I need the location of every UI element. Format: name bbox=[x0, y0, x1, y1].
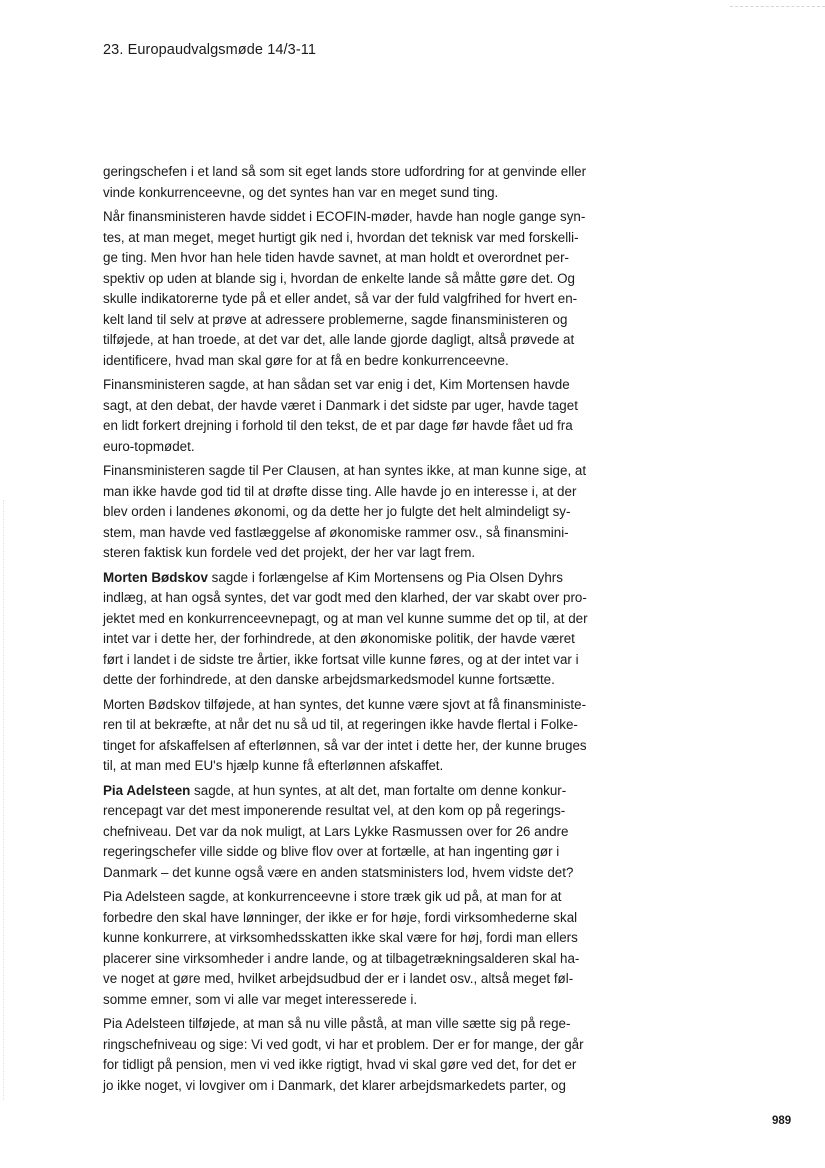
text-line: spektiv op uden at blande sig i, hvordan de enkelte lande så måtte gøre det. Og bbox=[103, 270, 575, 286]
text-line bbox=[103, 568, 589, 589]
paragraph bbox=[103, 781, 589, 884]
text-line: sagt, at den debat, der havde været i Danmark i det sidste par uger, havde taget bbox=[103, 397, 578, 413]
text-line: for tidligt på pension, men vi ved ikke rigtigt, hvad vi skal gøre ved det, for det er bbox=[103, 1057, 577, 1072]
body-text bbox=[103, 162, 589, 1100]
text-line: identificere, hvad man skal gøre for at få en bedre konkurrenceevne. bbox=[103, 352, 509, 368]
text-line: dette der forhindrede, at den danske arbejdsmarkedsmodel kunne fortsætte. bbox=[103, 672, 555, 687]
paragraph bbox=[103, 887, 589, 1010]
text-line: til, at man med EU's hjælp kunne få efterlønnen afskaffet. bbox=[103, 758, 444, 773]
text-line: ren til at bekræfte, at når det nu så ud til, at regeringen ikke havde flertal i Folke- bbox=[103, 717, 578, 732]
paragraph bbox=[103, 375, 589, 457]
text-line: kunne konkurrere, at virksomhedsskatten ikke skal være for høj, fordi man ellers bbox=[103, 930, 578, 945]
text-line: somme emner, som vi alle var meget interesserede i. bbox=[103, 991, 418, 1007]
scan-edge-mark bbox=[3, 500, 4, 1100]
paragraph bbox=[103, 162, 589, 203]
paragraph bbox=[103, 207, 589, 371]
text-line: blev orden i landenes økonomi, og da dette her jo fulgte det helt almindeligt sy- bbox=[103, 504, 571, 519]
text-line: chefniveau. Det var da nok muligt, at Lars Lykke Rasmussen over for 26 andre bbox=[103, 823, 569, 839]
text-line: ve noget at gøre med, hvilket arbejdsudbud der er i landet osv., altså meget føl- bbox=[103, 971, 574, 986]
text-line: placerer sine virksomheder i andre lande, og at tilbagetrækningsalderen skal ha- bbox=[103, 950, 580, 966]
scan-edge-mark bbox=[730, 6, 825, 7]
text-line: vinde konkurrenceevne, og det syntes han var en meget sund ting. bbox=[103, 184, 499, 200]
text-fragment: sagde i forlængelse af Kim Mortensens og Pia Olsen Dyhrs bbox=[207, 569, 563, 585]
text-line: ført i landet i de sidste tre årtier, ikke fortsat ville kunne føres, og at der intet var i bbox=[103, 651, 579, 667]
speaker-name: Pia Adelsteen bbox=[103, 782, 191, 798]
text-line: Pia Adelsteen tilføjede, at man så nu ville påstå, at man ville sætte sig på rege- bbox=[103, 1016, 571, 1031]
text-line: intet var i dette her, der forhindrede, at den økonomiske politik, der havde været bbox=[103, 631, 575, 646]
text-line: forbedre den skal have lønninger, der ikke er for høje, fordi virksomhederne skal bbox=[103, 909, 578, 925]
text-line: Finansministeren sagde til Per Clausen, at han syntes ikke, at man kunne sige, at bbox=[103, 463, 587, 478]
text-line: steren faktisk kun fordele ved det projekt, der her var lagt frem. bbox=[103, 545, 476, 560]
text-fragment: sagde, at hun syntes, at alt det, man fortalte om denne konkur- bbox=[190, 782, 567, 798]
text-line: regeringschefer ville sidde og blive flov over at fortælle, at han ingenting gør i bbox=[103, 844, 560, 859]
text-line: man ikke havde god tid til at drøfte disse ting. Alle havde jo en interesse i, at der bbox=[103, 483, 577, 499]
text-line: en lidt forkert drejning i forhold til den tekst, de et par dage før havde fået ud fra bbox=[103, 418, 573, 433]
text-line: jo ikke noget, vi lovgiver om i Danmark, det klarer arbejdsmarkedets parter, og bbox=[103, 1077, 566, 1093]
speaker-name: Morten Bødskov bbox=[103, 569, 208, 585]
text-line: Finansministeren sagde, at han sådan set var enig i det, Kim Mortensen havde bbox=[103, 377, 570, 392]
text-line: indlæg, at han også syntes, det var godt med den klarhed, der var skabt over pro- bbox=[103, 590, 587, 605]
paragraph bbox=[103, 568, 589, 691]
text-line: jektet med en konkurrenceevnepagt, og at man vel kunne summe det op til, at der bbox=[103, 610, 588, 626]
text-line: tinget for afskaffelsen af efterlønnen, så var der intet i dette her, der kunne bruges bbox=[103, 737, 587, 753]
text-line bbox=[103, 781, 589, 802]
text-line: geringschefen i et land så som sit eget lands store udfordring for at genvinde eller bbox=[103, 164, 587, 179]
text-line: Når finansministeren havde siddet i ECOFIN-møder, havde han nogle gange syn- bbox=[103, 209, 586, 224]
text-line: tilføjede, at han troede, at det var det, alle lande gjorde dagligt, altså prøvede at bbox=[103, 332, 575, 347]
page-header: 23. Europaudvalgsmøde 14/3-11 bbox=[103, 42, 317, 58]
text-line: tes, at man meget, meget hurtigt gik ned i, hvordan det teknisk var med forskelli- bbox=[103, 229, 579, 245]
text-line: ge ting. Men hvor han hele tiden havde savnet, at man holdt et overordnet per- bbox=[103, 250, 569, 265]
text-line: ringschefniveau og sige: Vi ved godt, vi har et problem. Der er for mange, der går bbox=[103, 1036, 584, 1052]
paragraph bbox=[103, 695, 589, 777]
text-line: Pia Adelsteen sagde, at konkurrenceevne i store træk gik ud på, at man for at bbox=[103, 889, 562, 904]
page-number: 989 bbox=[772, 1115, 792, 1127]
text-line: euro-topmødet. bbox=[103, 438, 195, 454]
text-line: stem, man havde ved fastlæggelse af økonomiske rammer osv., så finansmini- bbox=[103, 524, 569, 540]
text-line: kelt land til selv at prøve at adressere problemerne, sagde finansministeren og bbox=[103, 311, 568, 327]
paragraph bbox=[103, 461, 589, 564]
text-line: rencepagt var det mest imponerende resultat vel, at den kom op på regerings- bbox=[103, 803, 566, 818]
text-line: Morten Bødskov tilføjede, at han syntes, det kunne være sjovt at få finansministe- bbox=[103, 696, 587, 712]
paragraph bbox=[103, 1014, 589, 1096]
text-line: skulle indikatorerne tyde på et eller andet, så var der fuld valgfrihed for hvert en- bbox=[103, 291, 578, 306]
text-line: Danmark – det kunne også være en anden statsministers lod, hvem vidste det? bbox=[103, 864, 574, 880]
